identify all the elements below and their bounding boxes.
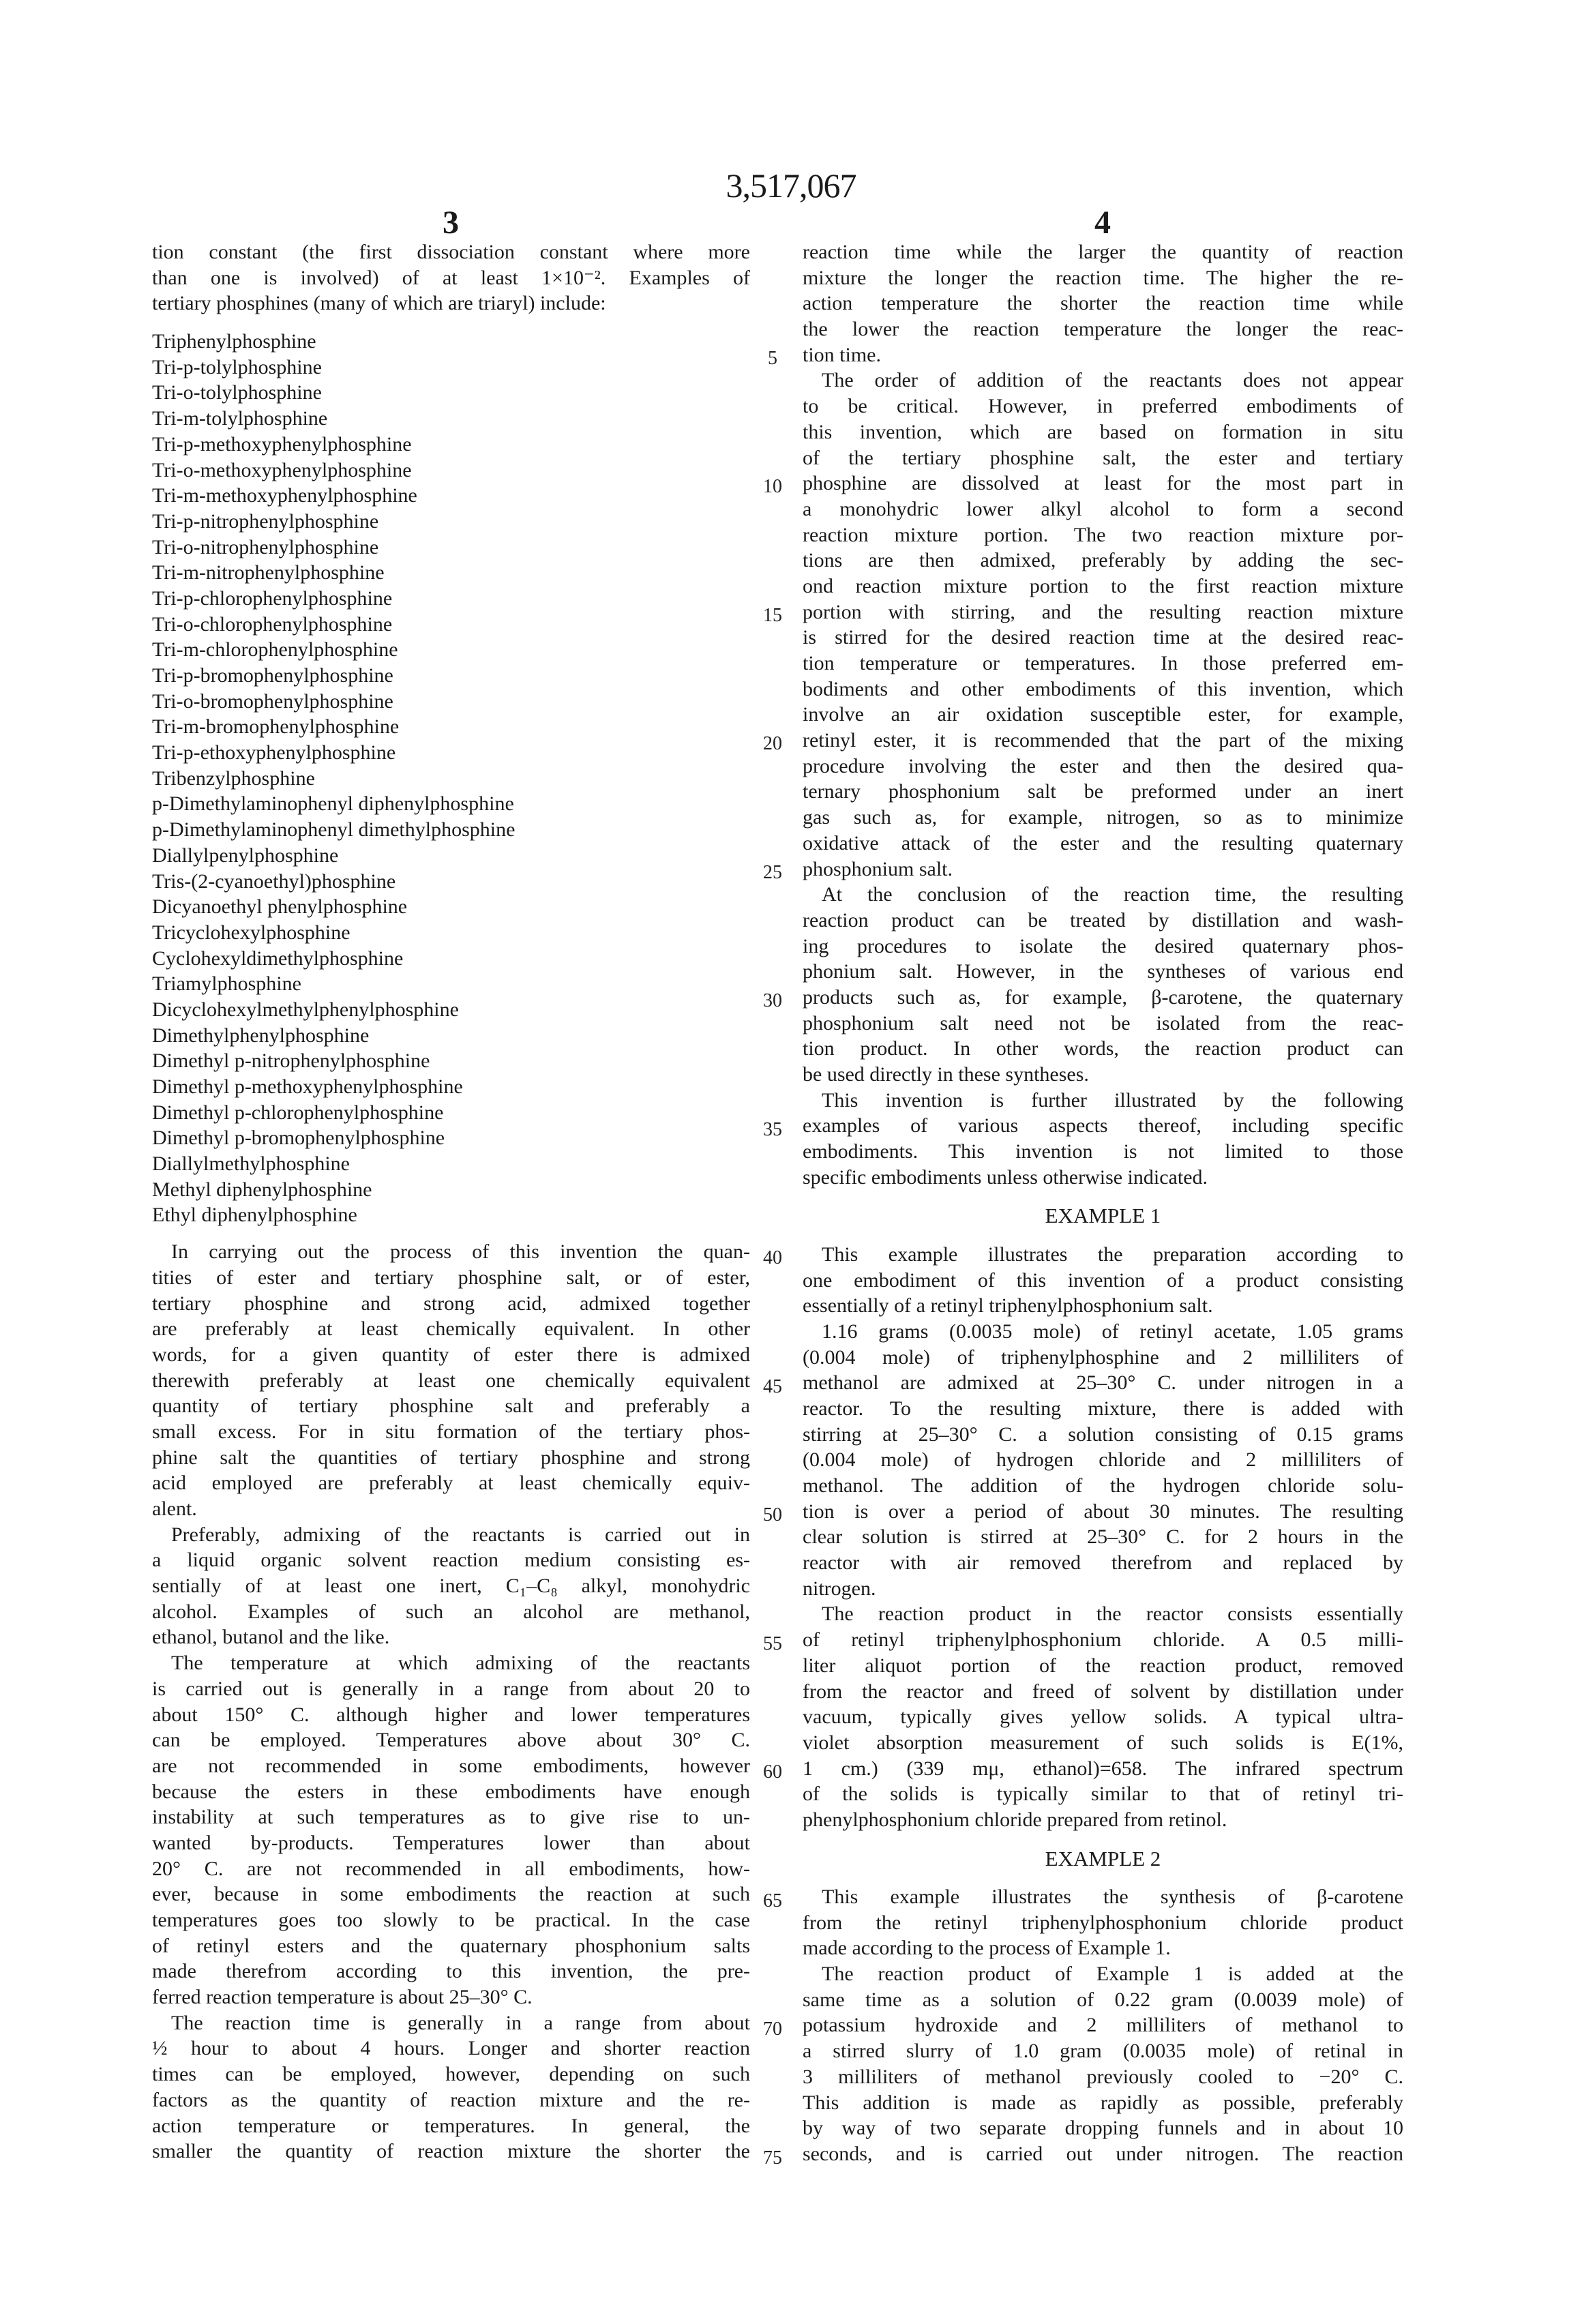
text-line: (0.004 mole) of triphenylphosphine and 2 milliliters of xyxy=(803,1345,1403,1371)
text-line: of the solids is typically similar to that of retinyl tri- xyxy=(803,1781,1403,1807)
paragraph xyxy=(803,1088,1403,1191)
text-line: smaller the quantity of reaction mixture the shorter the xyxy=(152,2139,750,2164)
text-line: methanol. The addition of the hydrogen chloride solu- xyxy=(803,1473,1403,1499)
list-item: Tri-o-tolylphosphine xyxy=(152,380,750,406)
text-line: clear solution is stirred at 25–30° C. for 2 hours in the xyxy=(803,1524,1403,1550)
paragraph xyxy=(803,882,1403,1088)
list-item: Tri-m-methoxyphenylphosphine xyxy=(152,483,750,509)
list-item: Tri-p-ethoxyphenylphosphine xyxy=(152,740,750,766)
text-line: phine salt the quantities of tertiary phosphine and strong xyxy=(152,1445,750,1471)
line-number: 50 xyxy=(756,1505,790,1525)
text-line: 20° C. are not recommended in all embodiments, how- xyxy=(152,1856,750,1882)
line-number: 70 xyxy=(756,2019,790,2040)
list-item: Triphenylphosphine xyxy=(152,329,750,355)
text-line: alent. xyxy=(152,1496,750,1522)
text-column-left xyxy=(152,239,750,2164)
section-heading: EXAMPLE 1 xyxy=(803,1190,1403,1241)
text-line: retinyl ester, it is recommended that the part of the mixing xyxy=(803,728,1403,754)
line-number: 45 xyxy=(756,1377,790,1397)
text-line: tion time. xyxy=(803,342,1403,368)
text-line: This addition is made as rapidly as possible, preferably xyxy=(803,2090,1403,2116)
line-number: 30 xyxy=(756,991,790,1011)
text-line: from the reactor and freed of solvent by distillation under xyxy=(803,1679,1403,1705)
text-line: tion product. In other words, the reaction product can xyxy=(803,1036,1403,1062)
text-line: by way of two separate dropping funnels and in about 10 xyxy=(803,2115,1403,2141)
text-line: because the esters in these embodiments have enough xyxy=(152,1779,750,1805)
text-line: mixture the longer the reaction time. The higher the re- xyxy=(803,265,1403,291)
paragraph xyxy=(803,1601,1403,1832)
list-item: Triamylphosphine xyxy=(152,971,750,997)
line-number: 65 xyxy=(756,1891,790,1911)
text-line: stirring at 25–30° C. a solution consisting of 0.15 grams xyxy=(803,1422,1403,1448)
list-item: Dimethyl p-chlorophenylphosphine xyxy=(152,1100,750,1126)
text-line: nitrogen. xyxy=(803,1576,1403,1602)
text-line: to be critical. However, in preferred embodiments of xyxy=(803,393,1403,419)
section-heading: EXAMPLE 2 xyxy=(803,1833,1403,1884)
text-line: made therefrom according to this invention, the pre- xyxy=(152,1958,750,1984)
text-line: ternary phosphonium salt be preformed under an inert xyxy=(803,779,1403,805)
list-item: Tri-m-nitrophenylphosphine xyxy=(152,560,750,586)
text-line: This example illustrates the preparation according to xyxy=(803,1242,1403,1268)
text-line: ½ hour to about 4 hours. Longer and shorter reaction xyxy=(152,2036,750,2061)
text-line: same time as a solution of 0.22 gram (0.0039 mole) of xyxy=(803,1987,1403,2013)
text-line: ond reaction mixture portion to the first reaction mixture xyxy=(803,573,1403,599)
list-item: Tri-o-chlorophenylphosphine xyxy=(152,612,750,638)
text-line: action temperature the shorter the reaction time while xyxy=(803,290,1403,316)
list-item: Dimethyl p-bromophenylphosphine xyxy=(152,1125,750,1151)
text-column-right xyxy=(803,239,1403,2167)
text-line: of retinyl esters and the quaternary phosphonium salts xyxy=(152,1933,750,1959)
line-number: 20 xyxy=(756,734,790,754)
text-line: phonium salt. However, in the syntheses of various end xyxy=(803,959,1403,985)
text-line: potassium hydroxide and 2 milliliters of methanol to xyxy=(803,2012,1403,2038)
line-number: 40 xyxy=(756,1248,790,1268)
text-line: this invention, which are based on formation in situ xyxy=(803,419,1403,445)
line-number: 25 xyxy=(756,863,790,883)
text-line: 1.16 grams (0.0035 mole) of retinyl acetate, 1.05 grams xyxy=(803,1319,1403,1345)
text-line: reaction time while the larger the quantity of reaction xyxy=(803,239,1403,265)
paragraph xyxy=(803,1961,1403,2167)
list-item: Dimethylphenylphosphine xyxy=(152,1023,750,1049)
line-number: 5 xyxy=(756,348,790,369)
patent-number: 3,517,067 xyxy=(0,165,1582,206)
text-line: is carried out is generally in a range from about 20 to xyxy=(152,1676,750,1702)
text-line: This invention is further illustrated by the following xyxy=(803,1088,1403,1114)
list-item: Cyclohexyldimethylphosphine xyxy=(152,946,750,972)
text-line: times can be employed, however, depending on such xyxy=(152,2061,750,2087)
text-line: bodiments and other embodiments of this invention, which xyxy=(803,676,1403,702)
list-item: Dicyclohexylmethylphenylphosphine xyxy=(152,997,750,1023)
text-line: tion temperature or temperatures. In those preferred em- xyxy=(803,651,1403,676)
list-item: Tricyclohexylphosphine xyxy=(152,920,750,946)
list-item: Tri-p-bromophenylphosphine xyxy=(152,663,750,689)
text-line: essentially of a retinyl triphenylphosphonium salt. xyxy=(803,1293,1403,1319)
text-line: liter aliquot portion of the reaction product, removed xyxy=(803,1653,1403,1679)
paragraph xyxy=(803,1242,1403,1319)
line-number: 55 xyxy=(756,1634,790,1654)
text-line: methanol are admixed at 25–30° C. under nitrogen in a xyxy=(803,1370,1403,1396)
list-item: p-Dimethylaminophenyl dimethylphosphine xyxy=(152,817,750,843)
text-line: factors as the quantity of reaction mixture and the re- xyxy=(152,2087,750,2113)
text-line: be used directly in these syntheses. xyxy=(803,1062,1403,1088)
list-item: Methyl diphenylphosphine xyxy=(152,1177,750,1203)
paragraph xyxy=(803,239,1403,368)
phosphine-list xyxy=(152,329,750,1228)
list-item: Dicyanoethyl phenylphosphine xyxy=(152,894,750,920)
text-line: phosphonium salt. xyxy=(803,856,1403,882)
list-item: p-Dimethylaminophenyl diphenylphosphine xyxy=(152,791,750,817)
list-item: Tri-p-nitrophenylphosphine xyxy=(152,509,750,535)
text-line: The temperature at which admixing of the reactants xyxy=(152,1650,750,1676)
text-line: procedure involving the ester and then the desired qua- xyxy=(803,754,1403,779)
paragraph xyxy=(152,2010,750,2164)
text-line: are preferably at least chemically equivalent. In other xyxy=(152,1316,750,1342)
line-number: 75 xyxy=(756,2148,790,2169)
text-line: temperatures goes too slowly to be practical. In the case xyxy=(152,1907,750,1933)
line-number: 35 xyxy=(756,1120,790,1140)
text-line: phosphonium salt need not be isolated from the reac- xyxy=(803,1011,1403,1037)
text-line: tion constant (the first dissociation constant where more xyxy=(152,239,750,265)
text-line: ethanol, butanol and the like. xyxy=(152,1624,750,1650)
text-line: tion is over a period of about 30 minutes. The resulting xyxy=(803,1499,1403,1525)
text-line: can be employed. Temperatures above about 30° C. xyxy=(152,1727,750,1753)
paragraph xyxy=(152,1522,750,1650)
text-line: The reaction time is generally in a range from about xyxy=(152,2010,750,2036)
text-line: of retinyl triphenylphosphonium chloride. A 0.5 milli- xyxy=(803,1627,1403,1653)
text-line: embodiments. This invention is not limited to those xyxy=(803,1139,1403,1165)
list-item: Ethyl diphenylphosphine xyxy=(152,1202,750,1228)
text-line: acid employed are preferably at least chemically equiv- xyxy=(152,1470,750,1496)
paragraph xyxy=(152,1239,750,1522)
text-line: made according to the process of Example 1. xyxy=(803,1935,1403,1961)
list-item: Tri-o-bromophenylphosphine xyxy=(152,689,750,715)
text-line: tions are then admixed, preferably by adding the sec- xyxy=(803,548,1403,573)
text-line: small excess. For in situ formation of the tertiary phos- xyxy=(152,1419,750,1445)
text-line: gas such as, for example, nitrogen, so as to minimize xyxy=(803,805,1403,831)
text-line: (0.004 mole) of hydrogen chloride and 2 milliliters of xyxy=(803,1447,1403,1473)
column-number-left: 3 xyxy=(417,203,485,243)
text-line: In carrying out the process of this invention the quan- xyxy=(152,1239,750,1265)
text-line: products such as, for example, β-carotene, the quaternary xyxy=(803,985,1403,1011)
text-line: a liquid organic solvent reaction medium consisting es- xyxy=(152,1547,750,1573)
text-line: action temperature or temperatures. In general, the xyxy=(152,2113,750,2139)
text-line: a monohydric lower alkyl alcohol to form a second xyxy=(803,496,1403,522)
text-line: one embodiment of this invention of a product consisting xyxy=(803,1268,1403,1294)
paragraph xyxy=(803,1884,1403,1961)
list-item: Dimethyl p-methoxyphenylphosphine xyxy=(152,1074,750,1100)
text-line: seconds, and is carried out under nitrogen. The reaction xyxy=(803,2141,1403,2167)
text-line: tities of ester and tertiary phosphine salt, or of ester, xyxy=(152,1265,750,1291)
text-line: examples of various aspects thereof, including specific xyxy=(803,1113,1403,1139)
text-line: 3 milliliters of methanol previously cooled to −20° C. xyxy=(803,2064,1403,2090)
text-line: from the retinyl triphenylphosphonium chloride product xyxy=(803,1910,1403,1936)
line-number: 10 xyxy=(756,477,790,497)
text-line: oxidative attack of the ester and the resulting quaternary xyxy=(803,831,1403,856)
text-line: reactor with air removed therefrom and replaced by xyxy=(803,1550,1403,1576)
list-item: Tribenzylphosphine xyxy=(152,766,750,792)
list-item: Tri-m-chlorophenylphosphine xyxy=(152,637,750,663)
text-line: wanted by-products. Temperatures lower than about xyxy=(152,1830,750,1856)
text-line: The reaction product of Example 1 is added at the xyxy=(803,1961,1403,1987)
paragraph xyxy=(803,368,1403,882)
text-line: therewith preferably at least one chemically equivalent xyxy=(152,1368,750,1394)
text-line: sentially of at least one inert, C₁–C₈ alkyl, monohydric xyxy=(152,1573,750,1599)
text-line: ever, because in some embodiments the reaction at such xyxy=(152,1881,750,1907)
text-line: This example illustrates the synthesis of β-carotene xyxy=(803,1884,1403,1910)
column-number-right: 4 xyxy=(1069,203,1137,243)
text-line: violet absorption measurement of such solids is E(1%, xyxy=(803,1730,1403,1756)
list-item: Tri-p-methoxyphenylphosphine xyxy=(152,432,750,458)
list-item: Tris-(2-cyanoethyl)phosphine xyxy=(152,869,750,895)
list-item: Tri-o-nitrophenylphosphine xyxy=(152,535,750,561)
text-line: about 150° C. although higher and lower temperatures xyxy=(152,1702,750,1728)
list-item: Tri-o-methoxyphenylphosphine xyxy=(152,458,750,483)
line-number: 15 xyxy=(756,606,790,626)
line-number: 60 xyxy=(756,1762,790,1783)
list-item: Tri-m-bromophenylphosphine xyxy=(152,714,750,740)
text-line: involve an air oxidation susceptible ester, for example, xyxy=(803,702,1403,728)
text-line: reaction mixture portion. The two reaction mixture por- xyxy=(803,522,1403,548)
text-line: phenylphosphonium chloride prepared from retinol. xyxy=(803,1807,1403,1833)
list-item: Tri-m-tolylphosphine xyxy=(152,406,750,432)
text-line: reactor. To the resulting mixture, there is added with xyxy=(803,1396,1403,1422)
text-line: of the tertiary phosphine salt, the ester and tertiary xyxy=(803,445,1403,471)
paragraph xyxy=(803,1319,1403,1602)
text-line: tertiary phosphines (many of which are triaryl) include: xyxy=(152,290,750,316)
text-line: a stirred slurry of 1.0 gram (0.0035 mole) of retinal in xyxy=(803,2038,1403,2064)
text-line: than one is involved) of at least 1×10⁻². Examples of xyxy=(152,265,750,291)
text-line: At the conclusion of the reaction time, the resulting xyxy=(803,882,1403,908)
text-line: quantity of tertiary phosphine salt and preferably a xyxy=(152,1393,750,1419)
text-line: tertiary phosphine and strong acid, admixed together xyxy=(152,1291,750,1317)
text-line: portion with stirring, and the resulting reaction mixture xyxy=(803,599,1403,625)
list-item: Tri-p-chlorophenylphosphine xyxy=(152,586,750,612)
text-line: Preferably, admixing of the reactants is carried out in xyxy=(152,1522,750,1548)
text-line: reaction product can be treated by distillation and wash- xyxy=(803,908,1403,934)
text-line: ing procedures to isolate the desired quaternary phos- xyxy=(803,934,1403,959)
text-line: the lower the reaction temperature the longer the reac- xyxy=(803,316,1403,342)
text-line: The reaction product in the reactor consists essentially xyxy=(803,1601,1403,1627)
text-line: ferred reaction temperature is about 25–30° C. xyxy=(152,1984,750,2010)
text-line: is stirred for the desired reaction time at the desired reac- xyxy=(803,625,1403,651)
text-line: specific embodiments unless otherwise indicated. xyxy=(803,1165,1403,1191)
text-line: are not recommended in some embodiments, however xyxy=(152,1753,750,1779)
text-line: instability at such temperatures as to give rise to un- xyxy=(152,1804,750,1830)
list-item: Diallylmethylphosphine xyxy=(152,1151,750,1177)
paragraph xyxy=(152,239,750,316)
text-line: phosphine are dissolved at least for the most part in xyxy=(803,471,1403,496)
text-line: 1 cm.) (339 mμ, ethanol)=658. The infrared spectrum xyxy=(803,1756,1403,1782)
list-item: Tri-p-tolylphosphine xyxy=(152,355,750,381)
paragraph xyxy=(152,1650,750,2010)
text-line: The order of addition of the reactants does not appear xyxy=(803,368,1403,393)
list-item: Diallylpenylphosphine xyxy=(152,843,750,869)
list-item: Dimethyl p-nitrophenylphosphine xyxy=(152,1048,750,1074)
text-line: vacuum, typically gives yellow solids. A typical ultra- xyxy=(803,1704,1403,1730)
text-line: words, for a given quantity of ester there is admixed xyxy=(152,1342,750,1368)
text-line: alcohol. Examples of such an alcohol are methanol, xyxy=(152,1599,750,1625)
